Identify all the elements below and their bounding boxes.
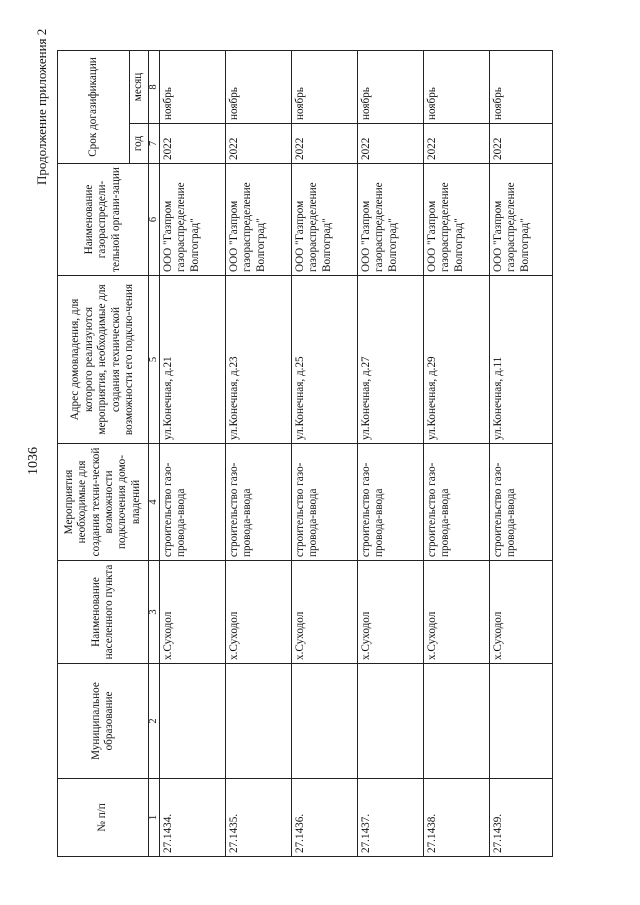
row-month: ноябрь <box>226 51 292 124</box>
header-term: Срок догазификации <box>58 51 130 164</box>
row-address: ул.Конечная, д.11 <box>490 276 553 444</box>
row-settlement: х.Суходол <box>424 561 490 664</box>
row-number: 27.1434. <box>160 779 226 857</box>
row-number: 27.1437. <box>358 779 424 857</box>
row-year: 2022 <box>292 124 358 164</box>
row-number: 27.1436. <box>292 779 358 857</box>
row-address: ул.Конечная, д.29 <box>424 276 490 444</box>
row-municipality <box>424 664 490 779</box>
row-year: 2022 <box>160 124 226 164</box>
row-settlement: х.Суходол <box>490 561 553 664</box>
row-municipality <box>358 664 424 779</box>
row-month: ноябрь <box>490 51 553 124</box>
continuation-label: Продолжение приложения 2 <box>34 28 49 185</box>
row-settlement: х.Суходол <box>358 561 424 664</box>
row-number: 27.1435. <box>226 779 292 857</box>
header-org: Наименование газораспредели-тельной органи-зации <box>58 164 149 276</box>
row-org: ООО "Газпром газораспределение Волгоград" <box>424 164 490 276</box>
col-number: 8 <box>149 51 160 124</box>
row-settlement: х.Суходол <box>226 561 292 664</box>
row-measure: строительство газо-провода-ввода <box>160 444 226 561</box>
column-number-row <box>149 51 160 857</box>
row-measure: строительство газо-провода-ввода <box>490 444 553 561</box>
col-number: 7 <box>149 124 160 164</box>
table-row <box>424 51 490 857</box>
row-year: 2022 <box>358 124 424 164</box>
header-measures: Мероприятия необходимые для создания техни-ческой возможности подключения домо-владений <box>58 444 149 561</box>
row-month: ноябрь <box>160 51 226 124</box>
row-month: ноябрь <box>424 51 490 124</box>
row-address: ул.Конечная, д.27 <box>358 276 424 444</box>
col-number: 6 <box>149 164 160 276</box>
gasification-table <box>57 50 553 857</box>
row-municipality <box>160 664 226 779</box>
row-address: ул.Конечная, д.25 <box>292 276 358 444</box>
col-number: 4 <box>149 444 160 561</box>
row-number: 27.1438. <box>424 779 490 857</box>
row-municipality <box>226 664 292 779</box>
row-org: ООО "Газпром газораспределение Волгоград" <box>292 164 358 276</box>
row-measure: строительство газо-провода-ввода <box>358 444 424 561</box>
col-number: 1 <box>149 779 160 857</box>
row-month: ноябрь <box>292 51 358 124</box>
table-row <box>358 51 424 857</box>
row-number: 27.1439. <box>490 779 553 857</box>
table-row <box>292 51 358 857</box>
row-month: ноябрь <box>358 51 424 124</box>
header-address: Адрес домовладения, для которого реализуются мероприятия, необходимые для создания технической возможности его подклю-чения <box>58 276 149 444</box>
header-municipality: Муниципальное образование <box>58 664 149 779</box>
header-num: № п/п <box>58 779 149 857</box>
page-number: 1036 <box>26 447 41 475</box>
row-settlement: х.Суходол <box>160 561 226 664</box>
col-number: 5 <box>149 276 160 444</box>
row-measure: строительство газо-провода-ввода <box>292 444 358 561</box>
header-month: месяц <box>130 51 149 124</box>
row-org: ООО "Газпром газораспределение Волгоград" <box>226 164 292 276</box>
row-year: 2022 <box>226 124 292 164</box>
col-number: 3 <box>149 561 160 664</box>
table-row <box>490 51 553 857</box>
header-year: год <box>130 124 149 164</box>
row-municipality <box>490 664 553 779</box>
row-org: ООО "Газпром газораспределение Волгоград" <box>160 164 226 276</box>
table-row <box>226 51 292 857</box>
row-address: ул.Конечная, д.23 <box>226 276 292 444</box>
header-row <box>58 51 130 857</box>
row-municipality <box>292 664 358 779</box>
row-year: 2022 <box>424 124 490 164</box>
col-number: 2 <box>149 664 160 779</box>
row-address: ул.Конечная, д.21 <box>160 276 226 444</box>
row-settlement: х.Суходол <box>292 561 358 664</box>
row-year: 2022 <box>490 124 553 164</box>
row-measure: строительство газо-провода-ввода <box>424 444 490 561</box>
row-org: ООО "Газпром газораспределение Волгоград" <box>490 164 553 276</box>
header-settlement: Наименование населенного пункта <box>58 561 149 664</box>
table-row <box>160 51 226 857</box>
row-measure: строительство газо-провода-ввода <box>226 444 292 561</box>
row-org: ООО "Газпром газораспределение Волгоград" <box>358 164 424 276</box>
